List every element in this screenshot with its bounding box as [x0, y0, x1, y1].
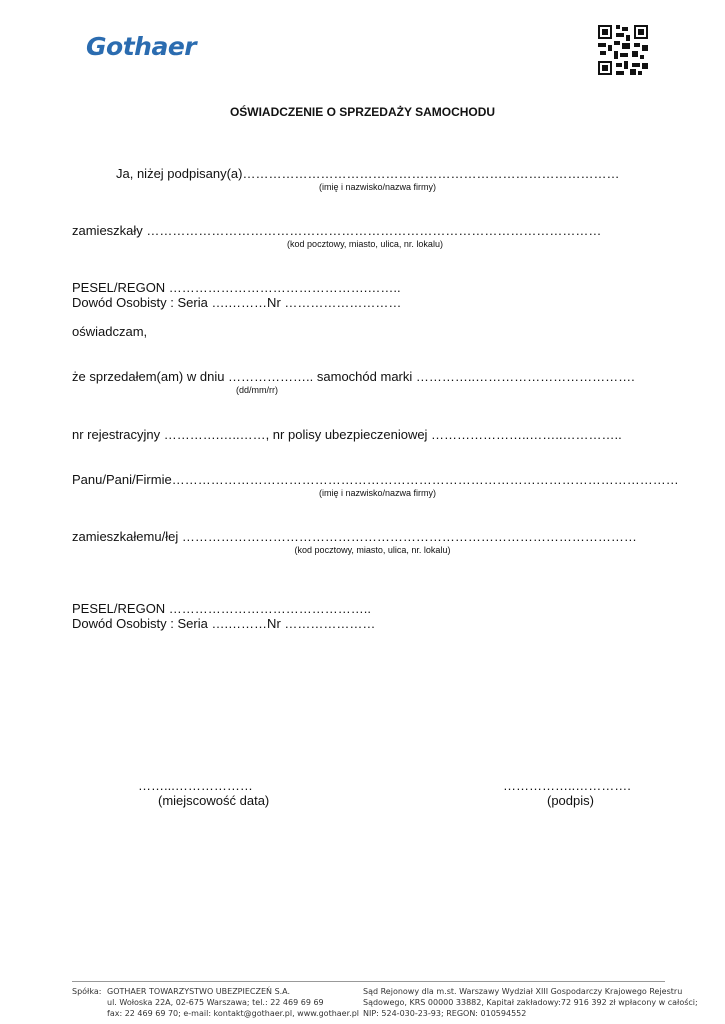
- seller-address-hint: (kod pocztowy, miasto, ulica, nr. lokalu): [287, 239, 443, 249]
- document-title: OŚWIADCZENIE O SPRZEDAŻY SAMOCHODU: [229, 105, 496, 119]
- buyer-name-line: Panu/Pani/Firmie………………………………………………………………………………………………………: [72, 472, 679, 487]
- seller-name-line: Ja, niżej podpisany(a)……………………………………………………………………………: [116, 166, 620, 181]
- gothaer-logo: Gothaer: [86, 32, 197, 61]
- footer-company-address: ul. Wołoska 22A, 02-675 Warszawa; tel.: 22 469 69 69: [107, 998, 324, 1007]
- sale-line: że sprzedałem(am) w dniu ……………….. samochód marki …………..……………………………….: [72, 369, 635, 384]
- seller-pesel-line: PESEL/REGON ……………………………………….……..: [72, 280, 401, 295]
- buyer-pesel-line: PESEL/REGON ………………………………………..: [72, 601, 372, 616]
- buyer-address-hint: (kod pocztowy, miasto, ulica, nr. lokalu): [294, 545, 451, 555]
- footer-company-block: [107, 986, 359, 1019]
- registration-line: nr rejestracyjny ………….…..……, nr polisy ubezpieczeniowej …………………..……..…………..: [72, 427, 622, 442]
- footer-divider: [72, 981, 665, 982]
- seller-address-line: zamieszkały ……………………………………………………………………………………………: [72, 223, 602, 238]
- qr-code-icon: [598, 25, 648, 75]
- declare-line: oświadczam,: [72, 324, 148, 339]
- place-date-label: (miejscowość data): [158, 793, 270, 808]
- footer-company-name: GOTHAER TOWARZYSTWO UBEZPIECZEŃ S.A.: [107, 987, 291, 996]
- place-date-dots: ……...………………: [138, 778, 253, 793]
- signature-dots: ……………..………….: [503, 778, 631, 793]
- buyer-id-line: Dowód Osobisty : Seria ….………Nr …………………: [72, 616, 376, 631]
- footer-court-line3: NIP: 524-030-23-93; REGON: 010594552: [363, 1009, 527, 1018]
- buyer-name-hint: (imię i nazwisko/nazwa firmy): [318, 488, 437, 498]
- footer-court-block: [363, 986, 698, 1019]
- seller-name-hint: (imię i nazwisko/nazwa firmy): [318, 182, 437, 192]
- sale-date-hint: (dd/mm/rr): [236, 385, 278, 395]
- footer-court-line1: Sąd Rejonowy dla m.st. Warszawy Wydział XIII Gospodarczy Krajowego Rejestru: [363, 987, 683, 996]
- footer-court-line2: Sądowego, KRS 00000 33882, Kapitał zakładowy:72 916 392 zł wpłacony w całości;: [363, 998, 698, 1007]
- seller-id-line: Dowód Osobisty : Seria ….………Nr ………………………: [72, 295, 402, 310]
- signature-label: (podpis): [547, 793, 594, 808]
- footer-company-contact: fax: 22 469 69 70; e-mail: kontakt@gothaer.pl, www.gothaer.pl: [107, 1009, 360, 1018]
- footer-company-label: Spółka:: [72, 987, 102, 996]
- buyer-address-line: zamieszkałemu/łej ……………………………………………………………………………………………: [72, 529, 637, 544]
